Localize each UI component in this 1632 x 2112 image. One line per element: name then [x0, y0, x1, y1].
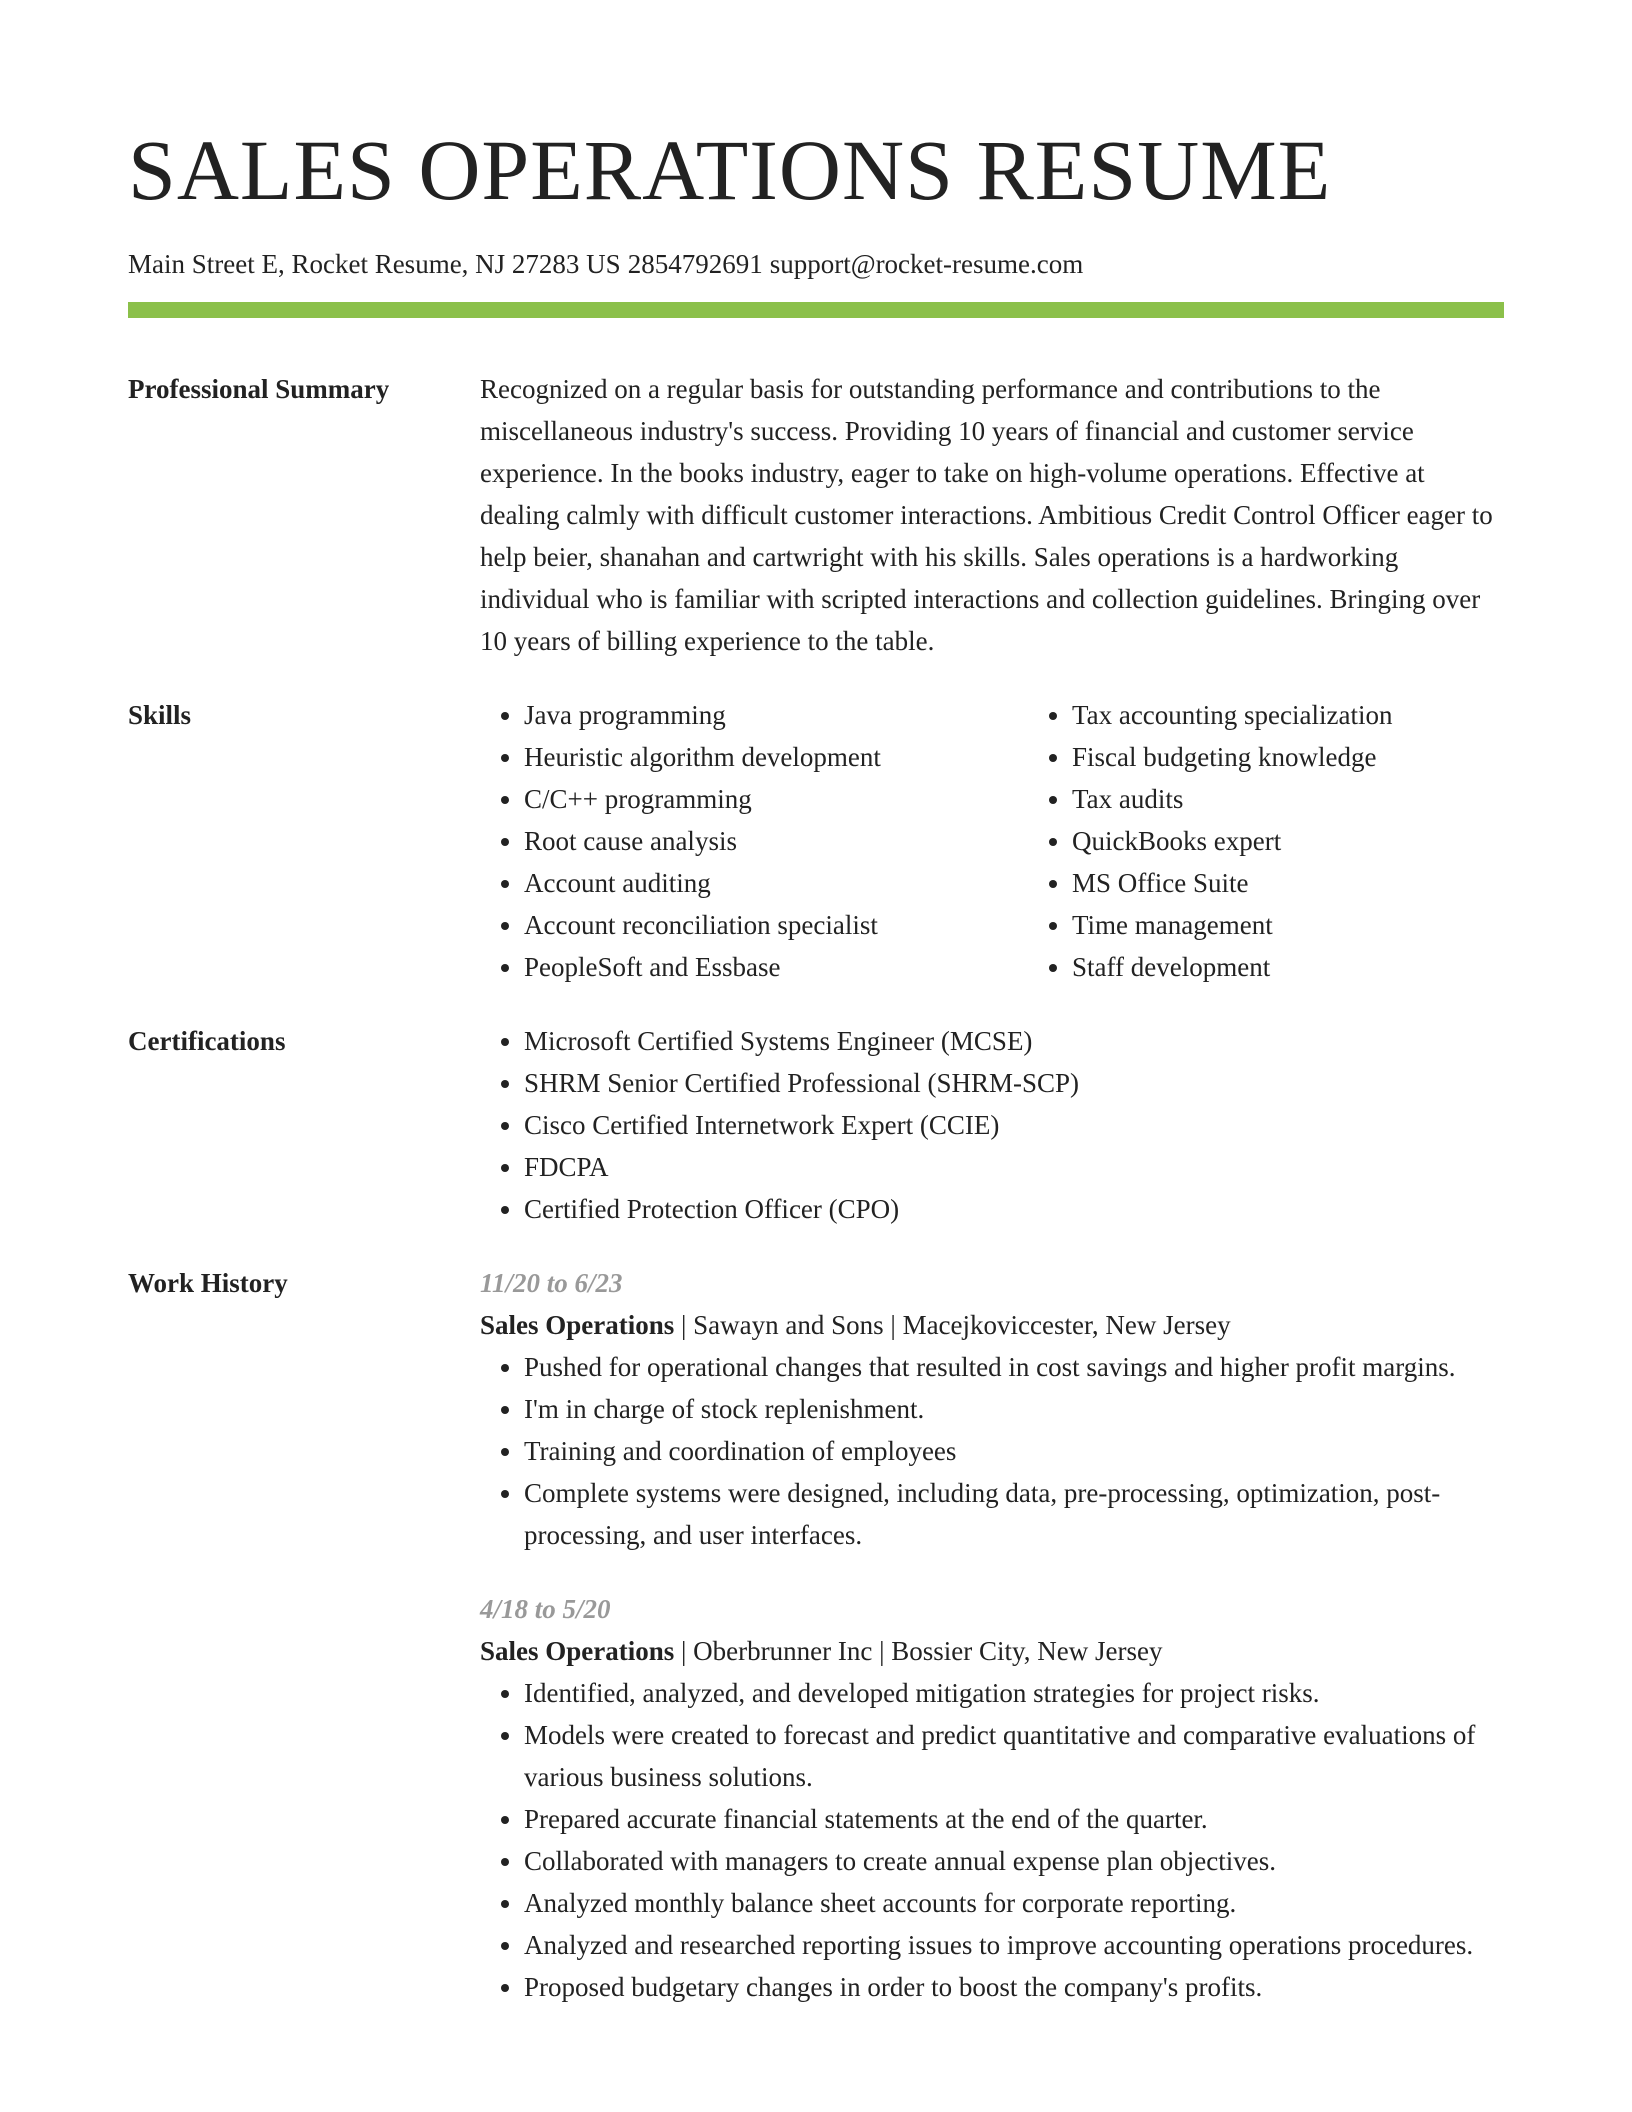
job-entry	[480, 1262, 1504, 1556]
skills-heading: Skills	[128, 700, 192, 730]
skill-item: • Tax audits	[1072, 778, 1576, 820]
skills-list-right	[1028, 694, 1576, 988]
job-bullet: • Analyzed monthly balance sheet accounts for corporate reporting.	[524, 1882, 1504, 1924]
job-bullet: • Identified, analyzed, and developed mitigation strategies for project risks.	[524, 1672, 1504, 1714]
skill-item: • Root cause analysis	[524, 820, 1028, 862]
certifications-body	[480, 1020, 1504, 1230]
work-history-section	[128, 1262, 1504, 2008]
work-history-body	[480, 1262, 1504, 2008]
certification-item: • FDCPA	[524, 1146, 1504, 1188]
job-bullets	[480, 1346, 1504, 1556]
job-bullets	[480, 1672, 1504, 2008]
job-bullet: • Collaborated with managers to create annual expense plan objectives.	[524, 1840, 1504, 1882]
certification-item: • Certified Protection Officer (CPO)	[524, 1188, 1504, 1230]
certification-item: • Cisco Certified Internetwork Expert (CCIE)	[524, 1104, 1504, 1146]
certifications-section	[128, 1020, 1504, 1230]
job-bullet: • Prepared accurate financial statements at the end of the quarter.	[524, 1798, 1504, 1840]
contact-phone: 2854792691	[627, 249, 763, 279]
contact-email: support@rocket-resume.com	[769, 249, 1084, 279]
summary-section	[128, 368, 1504, 662]
job-title: Sales Operations	[480, 1310, 675, 1340]
job-bullet: • Analyzed and researched reporting issues to improve accounting operations procedures.	[524, 1924, 1504, 1966]
skill-item: • QuickBooks expert	[1072, 820, 1576, 862]
work-history-heading: Work History	[128, 1268, 288, 1298]
job-heading	[480, 1304, 1504, 1346]
summary-heading: Professional Summary	[128, 374, 390, 404]
job-bullet: • Proposed budgetary changes in order to boost the company's profits.	[524, 1966, 1504, 2008]
skill-item: • Tax accounting specialization	[1072, 694, 1576, 736]
job-dates: 11/20 to 6/23	[480, 1268, 623, 1298]
skill-item: • Time management	[1072, 904, 1576, 946]
job-bullet: • I'm in charge of stock replenishment.	[524, 1388, 1504, 1430]
skills-body	[480, 694, 1576, 988]
skill-item: • Heuristic algorithm development	[524, 736, 1028, 778]
job-bullet: • Pushed for operational changes that resulted in cost savings and higher profit margins.	[524, 1346, 1504, 1388]
contact-line	[128, 248, 1504, 280]
certifications-heading: Certifications	[128, 1026, 286, 1056]
summary-text: Recognized on a regular basis for outstanding performance and contributions to the miscellaneous industry's success. Providing 10 years of financial and customer service experience. In the books industry, eager to take on high-volume operations. Effective at dealing calmly with difficult customer interactions. Ambitious Credit Control Officer eager to help beier, shanahan and cartwright with his skills. Sales operations is a hardworking individual who is familiar with scripted interactions and collection guidelines. Bringing over 10 years of billing experience to the table.	[480, 374, 1493, 656]
skill-item: • PeopleSoft and Essbase	[524, 946, 1028, 988]
certification-item: • Microsoft Certified Systems Engineer (MCSE)	[524, 1020, 1504, 1062]
skill-item: • C/C++ programming	[524, 778, 1028, 820]
job-bullet: • Complete systems were designed, including data, pre-processing, optimization, post-processing, and user interfaces.	[524, 1472, 1504, 1556]
skills-list-left	[480, 694, 1028, 988]
resume-title: SALES OPERATIONS RESUME	[128, 122, 1332, 218]
accent-divider	[128, 302, 1504, 318]
skill-item: • MS Office Suite	[1072, 862, 1576, 904]
skill-item: • Account reconciliation specialist	[524, 904, 1028, 946]
job-bullet: • Training and coordination of employees	[524, 1430, 1504, 1472]
job-details: | Oberbrunner Inc | Bossier City, New Jersey	[674, 1636, 1163, 1666]
certification-item: • SHRM Senior Certified Professional (SHRM-SCP)	[524, 1062, 1504, 1104]
job-dates: 4/18 to 5/20	[480, 1594, 611, 1624]
skills-columns	[480, 694, 1576, 988]
job-heading	[480, 1630, 1504, 1672]
skill-item: • Account auditing	[524, 862, 1028, 904]
skill-item: • Fiscal budgeting knowledge	[1072, 736, 1576, 778]
contact-address: Main Street E, Rocket Resume, NJ 27283 US	[128, 249, 621, 279]
skill-item: • Staff development	[1072, 946, 1576, 988]
job-details: | Sawayn and Sons | Macejkoviccester, New Jersey	[674, 1310, 1231, 1340]
summary-body	[480, 368, 1504, 662]
job-title: Sales Operations	[480, 1636, 675, 1666]
skill-item: • Java programming	[524, 694, 1028, 736]
job-entry	[480, 1588, 1504, 2008]
certifications-list	[480, 1020, 1504, 1230]
job-bullet: • Models were created to forecast and predict quantitative and comparative evaluations of various business solutions.	[524, 1714, 1504, 1798]
skills-section	[128, 694, 1504, 988]
resume-page	[128, 0, 1504, 2008]
